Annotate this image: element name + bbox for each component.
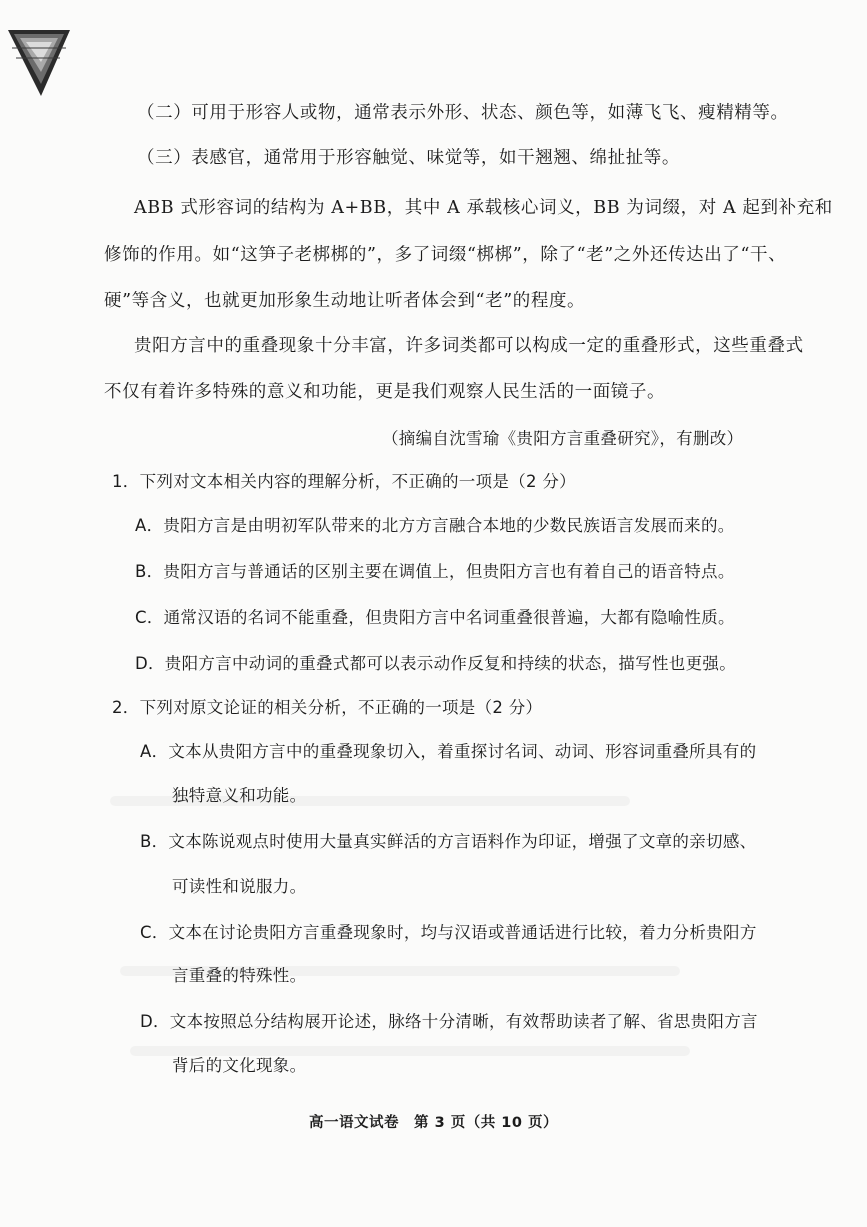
question-2-option-a-line-2: 独特意义和功能。 [172, 786, 307, 805]
passage-abb-line-3: 硬”等含义，也就更加形象生动地让听者体会到“老”的程度。 [104, 291, 586, 311]
passage-source: （摘编自沈雪瑜《贵阳方言重叠研究》，有删改） [382, 429, 744, 448]
question-1-stem: 1．下列对文本相关内容的理解分析，不正确的一项是（2 分） [112, 472, 576, 491]
question-2-option-a-line-1: A．文本从贵阳方言中的重叠现象切入，着重探讨名词、动词、形容词重叠所具有的 [140, 742, 757, 761]
question-2-stem: 2．下列对原文论证的相关分析，不正确的一项是（2 分） [112, 698, 543, 717]
passage-abb-line-2: 修饰的作用。如“这笋子老梆梆的”，多了词缀“梆梆”，除了“老”之外还传达出了“干、 [104, 245, 787, 265]
question-2-option-d-line-1: D．文本按照总分结构展开论述，脉络十分清晰，有效帮助读者了解、省思贵阳方言 [140, 1012, 758, 1031]
question-2-option-c-line-2: 言重叠的特殊性。 [172, 966, 307, 985]
passage-conclusion-line-2: 不仅有着许多特殊的意义和功能，更是我们观察人民生活的一面镜子。 [104, 382, 666, 402]
passage-conclusion-line-1: 贵阳方言中的重叠现象十分丰富，许多词类都可以构成一定的重叠形式，这些重叠式 [134, 336, 804, 356]
page-footer: 高一语文试卷 第 3 页（共 10 页） [309, 1115, 558, 1131]
question-2-option-c-line-1: C．文本在讨论贵阳方言重叠现象时，均与汉语或普通话进行比较，着力分析贵阳方 [140, 923, 757, 942]
passage-form-3: （三）表感官，通常用于形容触觉、味觉等，如干翘翘、绵扯扯等。 [137, 148, 680, 168]
question-2-option-b-line-1: B．文本陈说观点时使用大量真实鲜活的方言语料作为印证，增强了文章的亲切感、 [140, 832, 757, 851]
passage-abb-line-1: ABB 式形容词的结构为 A+BB，其中 A 承载核心词义，BB 为词缀，对 A 起到补充和 [134, 198, 833, 218]
question-1-option-b: B．贵阳方言与普通话的区别主要在调值上，但贵阳方言也有着自己的语音特点。 [135, 562, 735, 581]
scan-corner-mark [8, 30, 70, 96]
question-2-option-d-line-2: 背后的文化现象。 [172, 1056, 307, 1075]
question-2-option-b-line-2: 可读性和说服力。 [172, 877, 307, 896]
passage-form-2: （二）可用于形容人或物，通常表示外形、状态、颜色等，如薄飞飞、瘦精精等。 [137, 103, 789, 123]
question-1-option-a: A．贵阳方言是由明初军队带来的北方方言融合本地的少数民族语言发展而来的。 [135, 516, 735, 535]
question-1-option-c: C．通常汉语的名词不能重叠，但贵阳方言中名词重叠很普遍，大都有隐喻性质。 [135, 608, 735, 627]
question-1-option-d: D．贵阳方言中动词的重叠式都可以表示动作反复和持续的状态，描写性也更强。 [135, 654, 737, 673]
